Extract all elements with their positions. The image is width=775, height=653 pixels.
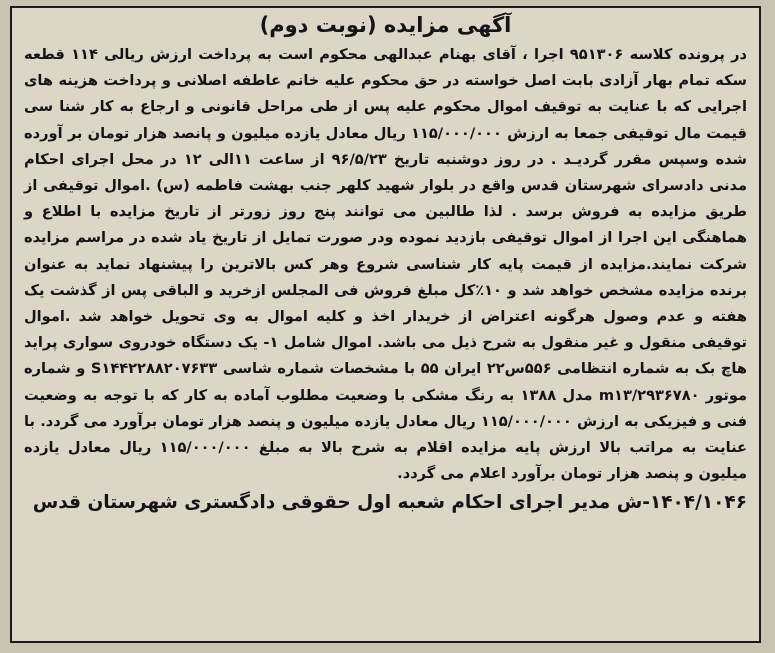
- notice-footer: ۱۴۰۴/۱۰۴۶-ش مدیر اجرای احکام شعبه اول حقوقی دادگستری شهرستان قدس: [32, 492, 747, 514]
- notice-frame: [10, 6, 761, 643]
- notice-body: در پرونده کلاسه ۹۵۱۳۰۶ اجرا ، آقای بهنام عبدالهی محکوم است به پرداخت ارزش ریالی ۱۱۴ قطعه سکه تمام بهار آزادی بابت اصل خواسته در حق محکوم علیه خانم عاطفه اصلانی و پرداخت هزینه های اجرایی که با عنایت به توقیف اموال محکوم علیه پس از طی مراحل قانونی و ارجاع به کار شنا سی قیمت مال توقیفی جمعا به ارزش ۱۱۵/۰۰۰/۰۰۰ ریال معادل یازده میلیون و پانصد هزار تومان بر آورده شده وسپس مقرر گردیـد . در روز دوشنبه تاریخ ۹۶/۵/۲۳ از ساعت ۱۱الی ۱۲ در محل اجرای احکام مدنی دادسرای شهرستان قدس واقع در بلوار شهید کلهر جنب بهشت فاطمه (س) .اموال توقیفی از طریق مزایده به فروش برسد . لذا طالبین می توانند پنج روز زورتر از تاریخ مزایده با اطلاع و هماهنگی این اجرا از اموال توقیفی بازدید نموده ودر صورت تمایل از تاریخ یاد شده در مراسم مزایده شرکت نمایند.مزایده از قیمت پایه کار شناسی شروع وهر کس بالاترین را پیشنهاد نماید به عنوان برنده مزایده مشخص خواهد شد و ۱۰٪کل مبلغ فروش فی المجلس ازخرید و الباقی پس از گذشت یک هفته و عدم وصول هرگونه اعتراض از خریدار اخذ و کلیه اموال به وی تحویل خواهد شد .اموال توقیفی منقول و غیر منقول به شرح ذیل می باشد. اموال شامل ۱- یک دستگاه خودروی سواری پراید هاچ بک به شماره انتظامی ۵۵۶س۲۲ ایران ۵۵ با مشخصات شماره شاسی S۱۴۴۲۲۸۸۲۰۷۶۳۳ و شماره موتور m۱۳/۲۹۳۶۷۸۰ مدل ۱۳۸۸ به رنگ مشکی با وضعیت مطلوب آماده به کار که با توجه به وضعیت فنی و فیزیکی به ارزش ۱۱۵/۰۰۰/۰۰۰ ریال معادل یازده میلیون و پنصد هزار تومان برآورد می گردد. با عنایت به مراتب بالا ارزش پایه مزایده اقلام به شرح بالا به مبلغ ۱۱۵/۰۰۰/۰۰۰ ریال معادل یازده میلیون و پنصد هزار تومان برآورد اعلام می گردد.: [24, 46, 748, 483]
- notice-title: آگهی مزایده (نوبت دوم): [259, 13, 512, 37]
